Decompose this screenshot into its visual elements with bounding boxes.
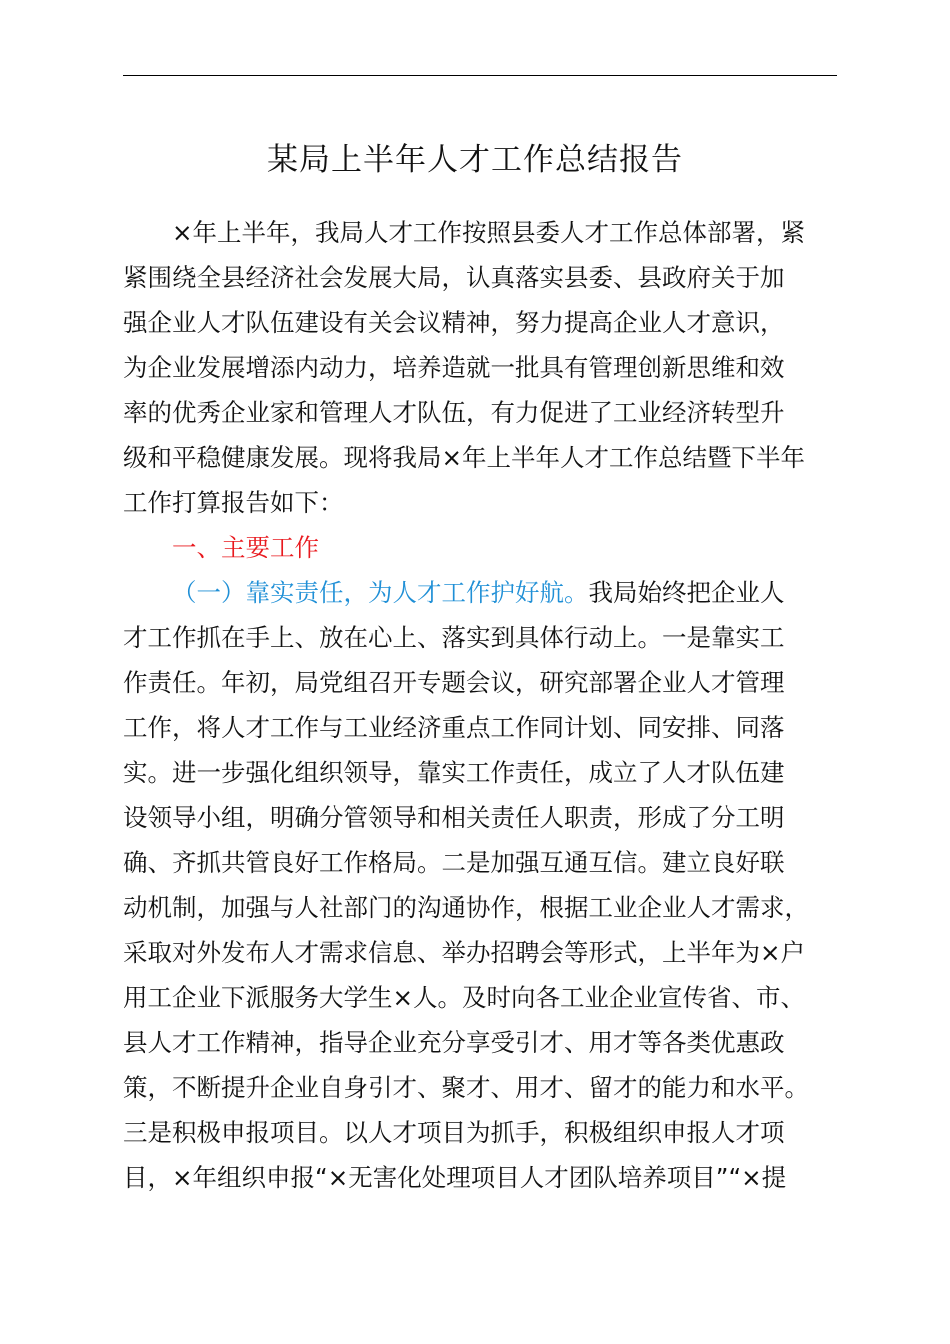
intro-line: 率的优秀企业家和管理人才队伍，有力促进了工业经济转型升 — [123, 398, 785, 427]
body-line: 实。进一步强化组织领导，靠实工作责任，成立了人才队伍建 — [123, 758, 785, 787]
body-line: 工作，将人才工作与工业经济重点工作同计划、同安排、同落 — [123, 713, 785, 742]
subsection-heading: （一）靠实责任，为人才工作护好航。 — [172, 578, 589, 607]
body-line: 确、齐抓共管良好工作格局。二是加强互通互信。建立良好联 — [123, 848, 785, 877]
section-heading: 一、主要工作 — [172, 533, 319, 562]
subsection-first-line — [123, 570, 843, 615]
intro-line: ×年上半年，我局人才工作按照县委人才工作总体部署，紧 — [172, 218, 806, 247]
document-body — [123, 210, 843, 1200]
body-line: 才工作抓在手上、放在心上、落实到具体行动上。一是靠实工 — [123, 623, 785, 652]
body-line: 县人才工作精神，指导企业充分享受引才、用才等各类优惠政 — [123, 1028, 785, 1057]
body-line: 动机制，加强与人社部门的沟通协作，根据工业企业人才需求， — [123, 893, 809, 922]
body-line: 用工企业下派服务大学生×人。及时向各工业企业宣传省、市、 — [123, 983, 806, 1012]
intro-line: 紧围绕全县经济社会发展大局，认真落实县委、县政府关于加 — [123, 263, 785, 292]
document-title: 某局上半年人才工作总结报告 — [267, 142, 683, 178]
intro-line: 级和平稳健康发展。现将我局×年上半年人才工作总结暨下半年 — [123, 443, 806, 472]
intro-line: 强企业人才队伍建设有关会议精神，努力提高企业人才意识， — [123, 308, 785, 337]
body-line: 策，不断提升企业自身引才、聚才、用才、留才的能力和水平。 — [123, 1073, 809, 1102]
intro-line: 工作打算报告如下： — [123, 488, 344, 517]
body-line: 设领导小组，明确分管领导和相关责任人职责，形成了分工明 — [123, 803, 785, 832]
body-line: 目，×年组织申报“×无害化处理项目人才团队培养项目”“×提 — [123, 1163, 787, 1192]
body-line: 作责任。年初，局党组召开专题会议，研究部署企业人才管理 — [123, 668, 785, 697]
intro-line: 为企业发展增添内动力，培养造就一批具有管理创新思维和效 — [123, 353, 785, 382]
body-line: 三是积极申报项目。以人才项目为抓手，积极组织申报人才项 — [123, 1118, 785, 1147]
header-rule — [123, 75, 837, 76]
body-line: 采取对外发布人才需求信息、举办招聘会等形式，上半年为×户 — [123, 938, 806, 967]
subsection-first-line-text: 我局始终把企业人 — [588, 578, 785, 607]
